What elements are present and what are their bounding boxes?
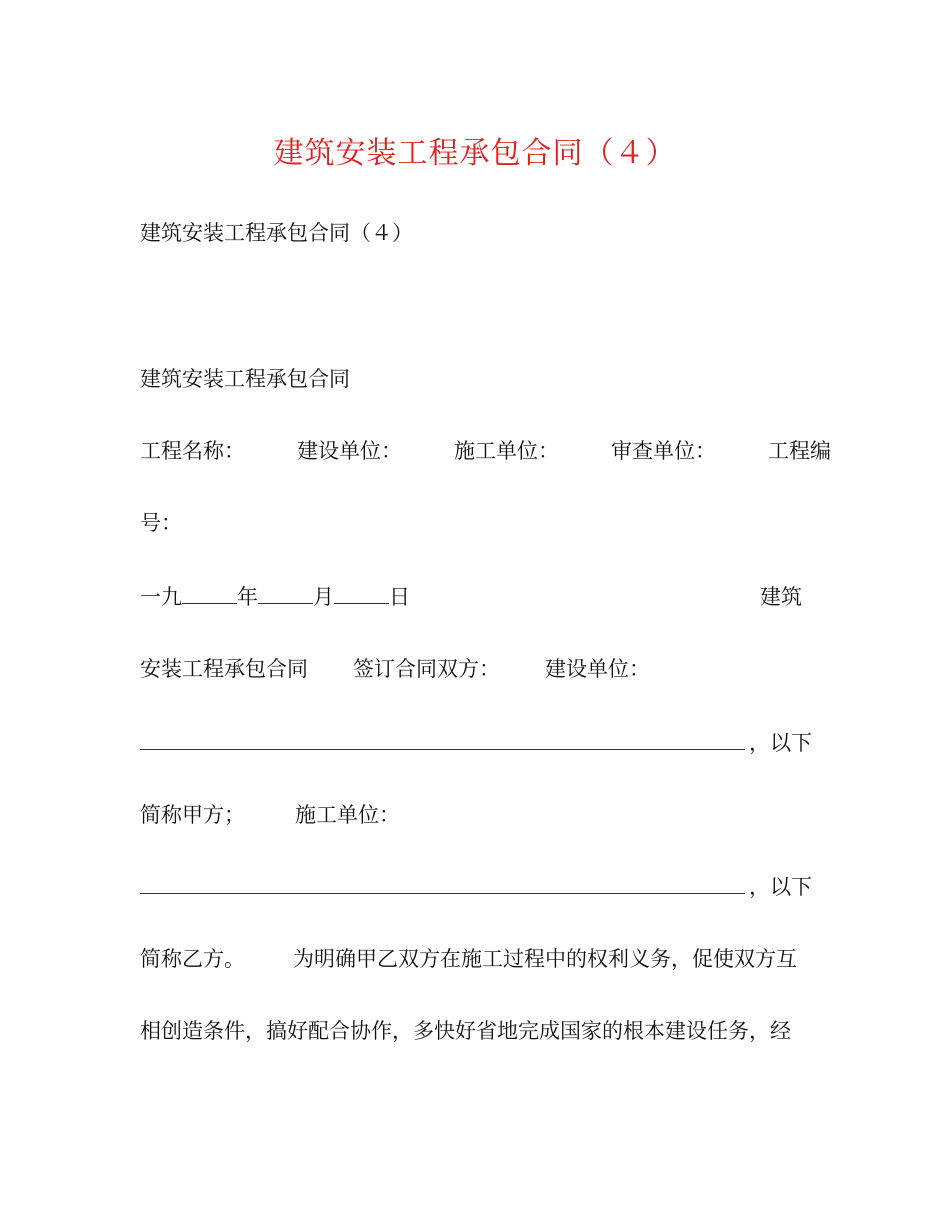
- party-a-line: [140, 800, 812, 830]
- party-b-label: 简称乙方。: [140, 947, 245, 971]
- paragraph-continuation: 相创造条件，搞好配合协作，多快好省地完成国家的根本建设任务，经: [140, 1019, 791, 1043]
- parties-line: [140, 654, 812, 684]
- paragraph-start: 为明确甲乙双方在施工过程中的权利义务，促使双方互: [293, 947, 797, 971]
- field-project-name: 工程名称：: [140, 439, 245, 463]
- owner-blank-line: [140, 728, 812, 758]
- day-blank: [334, 583, 389, 604]
- contractor-label: 施工单位：: [295, 803, 400, 827]
- field-project-number-cont: 号：: [140, 511, 182, 535]
- date-prefix: 一九: [140, 585, 182, 609]
- owner-label: 建设单位：: [545, 657, 650, 681]
- subtitle: 建筑安装工程承包合同（４）: [140, 221, 413, 245]
- parties-lead: 安装工程承包合同: [140, 657, 308, 681]
- date-right-text: 建筑: [760, 585, 802, 609]
- contractor-blank-suffix: ，以下: [749, 875, 812, 899]
- signing-parties-label: 签订合同双方：: [353, 657, 500, 681]
- year-blank: [182, 583, 237, 604]
- owner-blank-suffix: ，以下: [749, 731, 812, 755]
- contractor-blank-line: [140, 872, 812, 902]
- field-contractor: 施工单位：: [454, 439, 559, 463]
- cover-fields-line: [140, 436, 831, 466]
- field-project-number: 工程编: [768, 439, 831, 463]
- party-a-label: 简称甲方；: [140, 803, 245, 827]
- party-b-line: [140, 944, 812, 974]
- document-title: 建筑安装工程承包合同（４）: [273, 136, 677, 171]
- month-label: 月: [313, 585, 334, 609]
- month-blank: [258, 583, 313, 604]
- contract-heading: 建筑安装工程承包合同: [140, 367, 350, 391]
- contractor-blank: [140, 873, 745, 894]
- field-reviewer: 审查单位：: [611, 439, 716, 463]
- field-owner: 建设单位：: [297, 439, 402, 463]
- owner-blank: [140, 729, 745, 750]
- year-label: 年: [237, 585, 258, 609]
- date-line: [140, 582, 812, 612]
- day-label: 日: [389, 585, 410, 609]
